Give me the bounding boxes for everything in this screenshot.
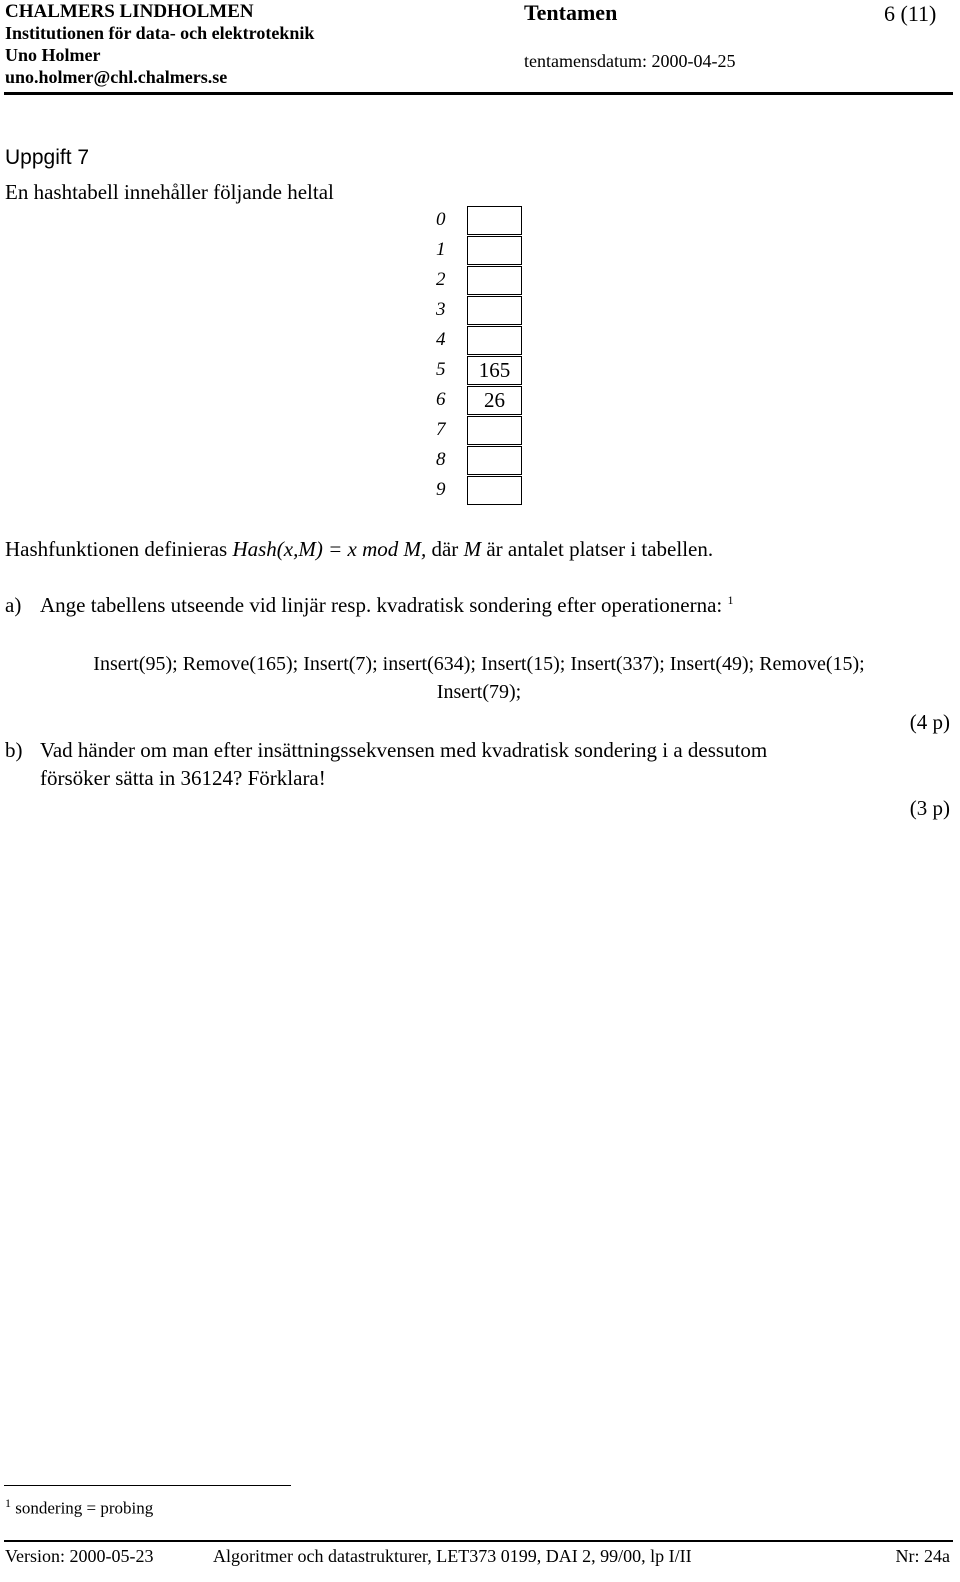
task-title: Uppgift 7: [5, 146, 90, 169]
hash-index: 1: [436, 239, 446, 260]
hash-slot: [467, 296, 522, 325]
hash-formula: Hash(x,M) = x mod M,: [232, 537, 427, 561]
hash-definition: [5, 537, 713, 562]
part-a-question: [40, 593, 734, 618]
part-a-operations-line2: Insert(79);: [436, 681, 522, 703]
page-number: 6 (11): [884, 1, 937, 26]
task-intro: En hashtabell innehåller följande heltal: [5, 180, 334, 204]
part-b-letter: b): [5, 738, 23, 762]
hash-slot: [467, 266, 522, 295]
hash-index: 7: [436, 419, 446, 440]
hash-index: 0: [436, 209, 446, 230]
author-email: uno.holmer@chl.chalmers.se: [5, 67, 228, 87]
hash-def-mid: där: [426, 537, 464, 561]
footer-number: Nr: 24a: [895, 1546, 950, 1566]
hash-value: 26: [484, 388, 505, 412]
department-name: Institutionen för data- och elektroteknik: [5, 23, 315, 43]
footer-course: Algoritmer och datastrukturer, LET373 0199, DAI 2, 99/00, lp I/II: [213, 1546, 692, 1566]
part-a-points: (4 p): [909, 710, 950, 734]
hash-slot: [467, 206, 522, 235]
hash-def-pre: Hashfunktionen definieras: [5, 537, 233, 561]
doc-type: Tentamen: [524, 0, 618, 25]
school-name: CHALMERS LINDHOLMEN: [5, 1, 254, 22]
part-b-points: (3 p): [909, 796, 950, 820]
hash-index: 4: [436, 329, 446, 350]
hash-var: M: [463, 537, 482, 561]
footnote-text: sondering = probing: [11, 1498, 154, 1518]
footnote-ref: 1: [727, 593, 734, 607]
part-a-operations-line1: Insert(95); Remove(165); Insert(7); insert(634); Insert(15); Insert(337); Insert(49); Remove(15);: [93, 653, 865, 675]
hash-index: 6: [436, 389, 446, 410]
author-name: Uno Holmer: [5, 45, 101, 65]
footer-rule: [4, 1540, 953, 1542]
footnote-rule: [4, 1485, 291, 1486]
hash-slot: [467, 236, 522, 265]
footnote: [5, 1496, 153, 1519]
part-b-question-line2: försöker sätta in 36124? Förklara!: [40, 766, 326, 790]
hash-value: 165: [478, 358, 511, 382]
part-b-question-line1: Vad händer om man efter insättningssekvensen med kvadratisk sondering i a dessutom: [40, 738, 768, 762]
exam-date: tentamensdatum: 2000-04-25: [524, 51, 736, 71]
hash-slot: [467, 476, 522, 505]
part-a-letter: a): [5, 593, 22, 617]
hash-slot: [467, 446, 522, 475]
header-rule: [4, 92, 953, 95]
footer-version: Version: 2000-05-23: [5, 1546, 154, 1566]
hash-index: 9: [436, 479, 446, 500]
part-a-text: Ange tabellens utseende vid linjär resp. kvadratisk sondering efter operationerna:: [40, 593, 723, 617]
hash-index: 5: [436, 359, 446, 380]
hash-def-post: är antalet platser i tabellen.: [481, 537, 714, 561]
hash-index: 2: [436, 269, 446, 290]
hash-slot: [467, 326, 522, 355]
hash-slot: [467, 416, 522, 445]
hash-index: 3: [436, 299, 446, 320]
hash-index: 8: [436, 449, 446, 470]
footnote-mark: 1: [5, 1496, 11, 1510]
